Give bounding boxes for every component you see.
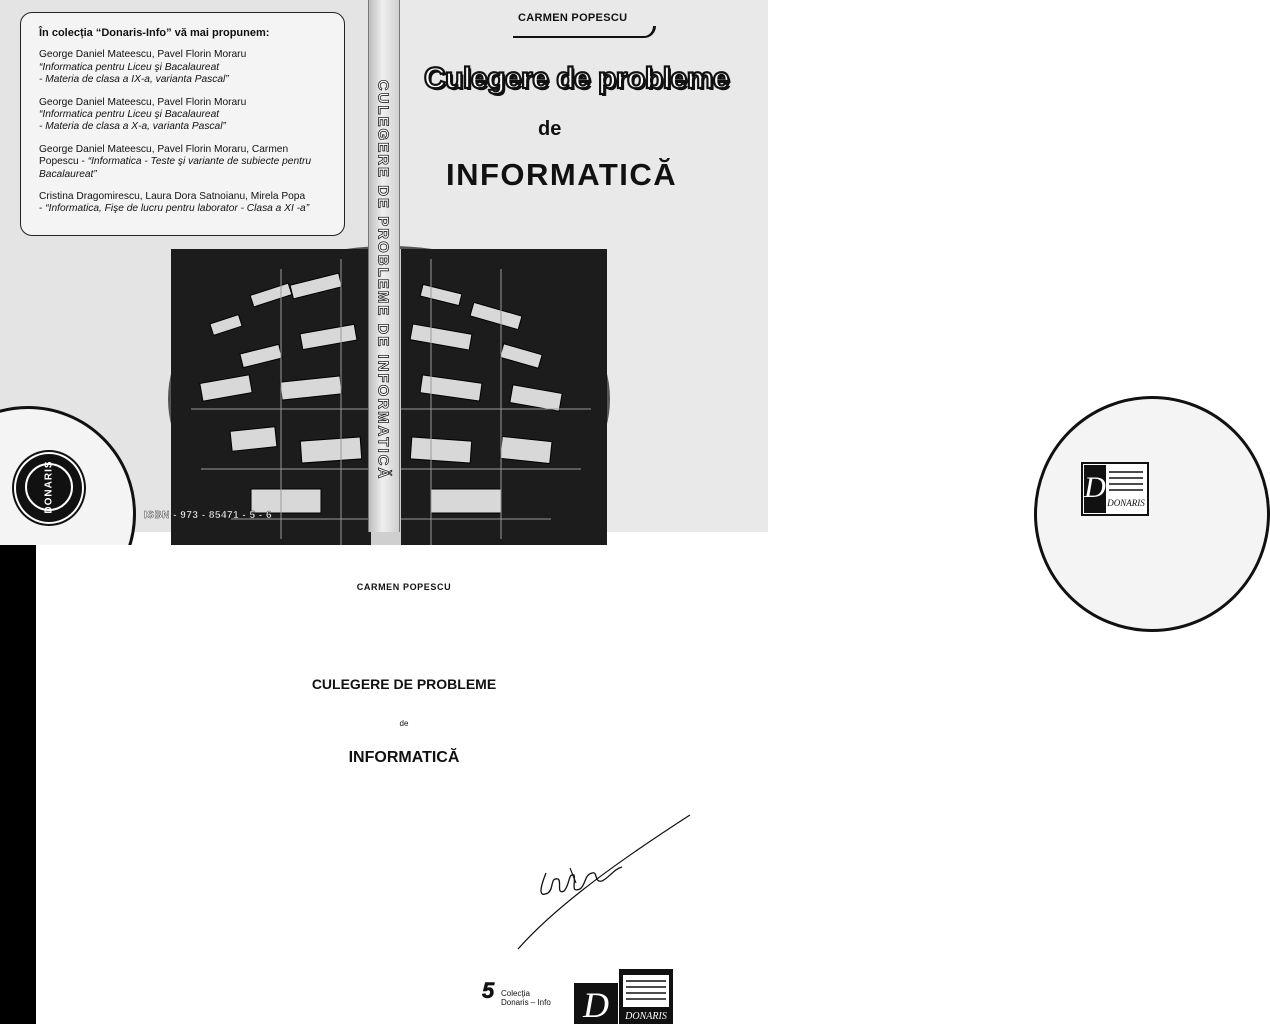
promo-title-line: “Informatica, Fişe de lucru pentru laborator - Clasa a XI -a” (45, 203, 310, 215)
donaris-logo (574, 969, 674, 1024)
promo-box (20, 12, 345, 236)
promo-title-line: - Materia de clasa a IX-a, varianta Pascal” (39, 74, 229, 86)
spine-title: CULEGERE DE PROBLEME DE INFORMATICĂ (374, 79, 392, 481)
promo-heading: În colecția “Donaris-Info” vă mai propunem: (39, 27, 270, 39)
donaris-logo (1081, 462, 1149, 516)
author-underline (513, 26, 656, 38)
cover-scan (0, 0, 1145, 532)
promo-title-prefix: - (39, 203, 46, 215)
title-page-subject: INFORMATICĂ (348, 749, 460, 766)
promo-title-line: “Informatica pentru Liceu şi Bacalaureat (39, 61, 220, 73)
donaris-logo-icon (574, 969, 674, 1024)
scan-edge-band (0, 545, 36, 1024)
cover-subject: INFORMATICĂ (446, 157, 678, 192)
promo-authors: Cristina Dragomirescu, Laura Dora Satnoianu, Mirela Popa (39, 191, 306, 203)
promo-authors: George Daniel Mateescu, Pavel Florin Moraru (39, 49, 247, 61)
handwritten-signature (510, 813, 700, 953)
promo-title-line: “Informatica pentru Liceu şi Bacalaureat (39, 109, 220, 121)
collection-line: Donaris – Info (501, 998, 551, 1007)
promo-entry (39, 144, 336, 181)
collection-line: Colecţia (501, 989, 530, 998)
promo-authors-prefix: Popescu - (39, 156, 88, 168)
promo-title-line: “Informatica - Teste şi variante de subiecte pentru (87, 156, 311, 168)
collection-number: 5 (482, 978, 495, 1003)
isbn-number: ISBN - 973 - 85471 - 5 - 6 (144, 510, 273, 521)
promo-title-line: - Materia de clasa a X-a, varianta Pascal” (39, 121, 226, 133)
badge-text: DONARIS (43, 460, 55, 514)
svg-text:D: D (1084, 471, 1106, 504)
title-page-author: CARMEN POPESCU (356, 582, 452, 592)
title-page (0, 545, 768, 1024)
title-page-title: CULEGERE DE PROBLEME (311, 676, 497, 692)
promo-entry (39, 97, 336, 134)
promo-authors: George Daniel Mateescu, Pavel Florin Moraru (39, 96, 247, 108)
cover-author: CARMEN POPESCU (518, 12, 628, 24)
promo-authors: George Daniel Mateescu, Pavel Florin Moraru, Carmen (39, 143, 289, 155)
promo-entry (39, 191, 336, 216)
svg-text:D: D (583, 985, 609, 1025)
promo-entry (39, 49, 336, 86)
logo-text: DONARIS (1107, 498, 1145, 508)
donaris-logo-icon (1083, 464, 1147, 514)
cover-title: Culegere de probleme (424, 62, 730, 95)
promo-title-mixed (39, 203, 336, 215)
badge-ring (25, 460, 73, 514)
logo-text: DONARIS (625, 1011, 667, 1022)
decorative-arc (1034, 396, 1270, 632)
promo-title-line: Bacalaureat” (39, 168, 97, 180)
title-page-de: de (399, 719, 409, 728)
promo-authors-mixed (39, 156, 336, 168)
donaris-badge-logo (14, 452, 84, 524)
collection-label (501, 989, 551, 1007)
cover-title-de: de (538, 118, 562, 140)
